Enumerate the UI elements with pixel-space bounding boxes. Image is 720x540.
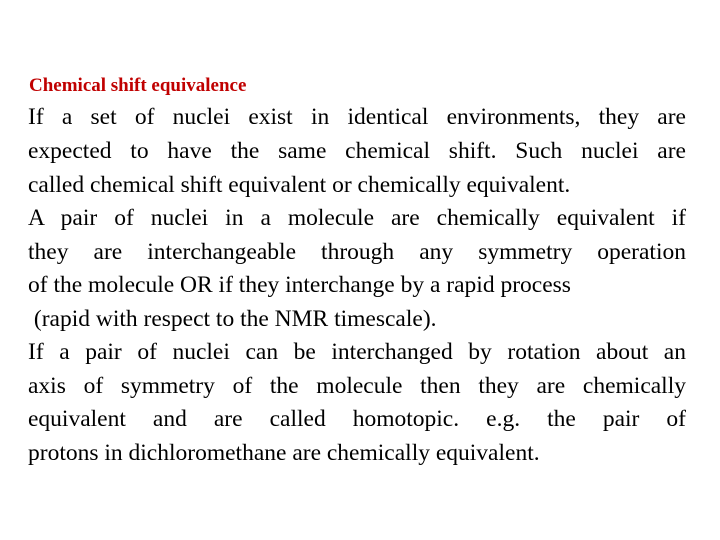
body-line: equivalent and are called homotopic. e.g. the pair of (28, 406, 686, 432)
body-line: protons in dichloromethane are chemically equivalent. (28, 440, 540, 466)
body-line: of the molecule OR if they interchange by a rapid process (28, 272, 571, 298)
body-line: they are interchangeable through any symmetry operation (28, 239, 686, 265)
body-line: axis of symmetry of the molecule then they are chemically (28, 373, 686, 399)
body-line: If a set of nuclei exist in identical environments, they are (28, 104, 686, 130)
body-line: (rapid with respect to the NMR timescale). (28, 306, 437, 332)
slide-heading: Chemical shift equivalence (29, 75, 247, 96)
body-line: If a pair of nuclei can be interchanged by rotation about an (28, 339, 686, 365)
body-line: A pair of nuclei in a molecule are chemically equivalent if (28, 205, 686, 231)
body-line: called chemical shift equivalent or chemically equivalent. (28, 172, 571, 198)
body-line: expected to have the same chemical shift. Such nuclei are (28, 138, 686, 164)
